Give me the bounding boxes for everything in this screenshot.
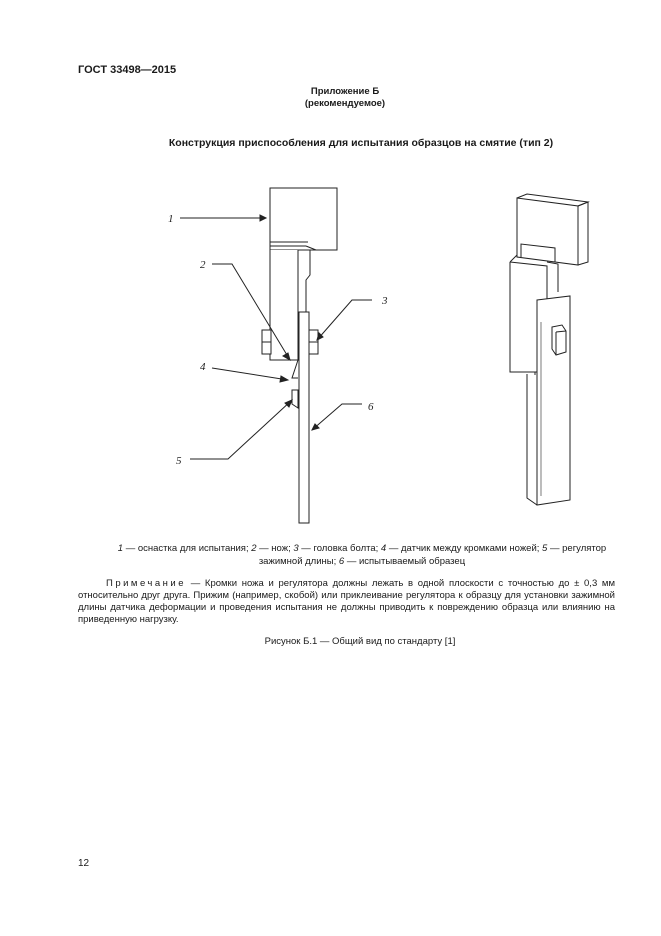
note-label: Примечание <box>106 578 186 589</box>
callout-6: 6 <box>368 401 374 413</box>
legend-text-2: — нож; <box>256 543 294 554</box>
figure-legend <box>112 542 612 568</box>
page-number: 12 <box>78 858 90 869</box>
legend-num-3: 3 <box>293 543 299 554</box>
callout-5: 5 <box>176 455 182 467</box>
legend-text-4: — датчик между кромками ножей; <box>386 543 543 554</box>
fixture-isometric-view <box>510 194 588 505</box>
legend-text-5: — регулятор зажимной длины; <box>258 543 607 567</box>
test-specimen <box>299 312 309 523</box>
annex-status: (рекомендуемое) <box>304 98 386 109</box>
section-heading: Конструкция приспособления для испытания образцов на смятие (тип 2) <box>168 137 554 149</box>
legend-num-5: 5 <box>542 543 548 554</box>
figure-caption: Рисунок Б.1 — Общий вид по стандарту [1] <box>264 636 456 647</box>
clamping-regulator <box>292 390 298 408</box>
callout-2: 2 <box>200 259 206 271</box>
legend-text-6: — испытываемый образец <box>344 556 466 567</box>
legend-text-1: — оснастка для испытания; <box>123 543 252 554</box>
legend-num-2: 2 <box>251 543 257 554</box>
standard-header: ГОСТ 33498—2015 <box>78 64 177 76</box>
legend-num-1: 1 <box>117 543 124 554</box>
callout-4: 4 <box>200 361 206 373</box>
note-text: — Кромки ножа и регулятора должны лежать в одной плоскости с точностью до ± 0,3 мм относительно друг друга. Прижим (например, скобой) или приклеивание регулятора к образцу для установки зажимной длины датчика деформации и проведения испытания не должны приводить к повреждению образца или влиянию на приведенную нагрузку. <box>78 578 615 625</box>
legend-num-4: 4 <box>380 543 387 554</box>
legend-text-3: — головка болта; <box>298 543 381 554</box>
note-paragraph <box>78 578 615 626</box>
annex-title: Приложение Б <box>310 86 380 97</box>
callout-3: 3 <box>382 295 388 307</box>
legend-num-6: 6 <box>338 556 345 567</box>
callout-1: 1 <box>168 213 174 225</box>
